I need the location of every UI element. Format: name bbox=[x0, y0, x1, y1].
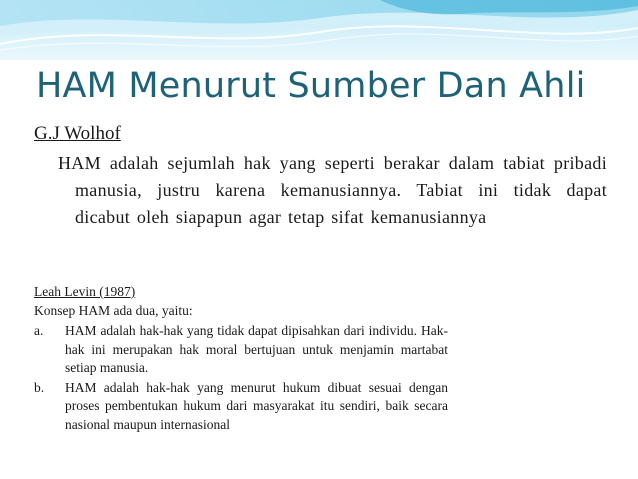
section-heading-wolhof: G.J Wolhof bbox=[34, 123, 121, 144]
list-item bbox=[34, 379, 448, 435]
header-wave-banner bbox=[0, 0, 638, 60]
concept-list bbox=[34, 322, 448, 435]
list-item-marker: a. bbox=[34, 323, 44, 338]
list-item-text: HAM adalah hak-hak yang tidak dapat dipisahkan dari individu. Hak-hak ini merupakan hak moral bertujuan untuk menjamin martabat setiap manusia. bbox=[65, 323, 448, 375]
section-heading-levin: Leah Levin (1987) bbox=[34, 284, 136, 299]
list-item-marker: b. bbox=[34, 379, 45, 395]
list-item bbox=[34, 322, 448, 378]
section-subheading-levin: Konsep HAM ada dua, yaitu: bbox=[34, 303, 193, 318]
section-body-wolhof: HAM adalah sejumlah hak yang seperti berakar dalam tabiat pribadi manusia, justru karena kemanusiannya. Tabiat ini tidak dapat dicabut oleh siapapun agar tetap sifat kemanusiannya bbox=[58, 153, 607, 227]
list-item-text: HAM adalah hak-hak yang menurut hukum dibuat sesuai dengan proses pembentukan hukum dari masyarakat itu sendiri, baik secara nasional maupun internasional bbox=[65, 379, 448, 432]
slide-title: HAM Menurut Sumber Dan Ahli bbox=[36, 66, 586, 106]
